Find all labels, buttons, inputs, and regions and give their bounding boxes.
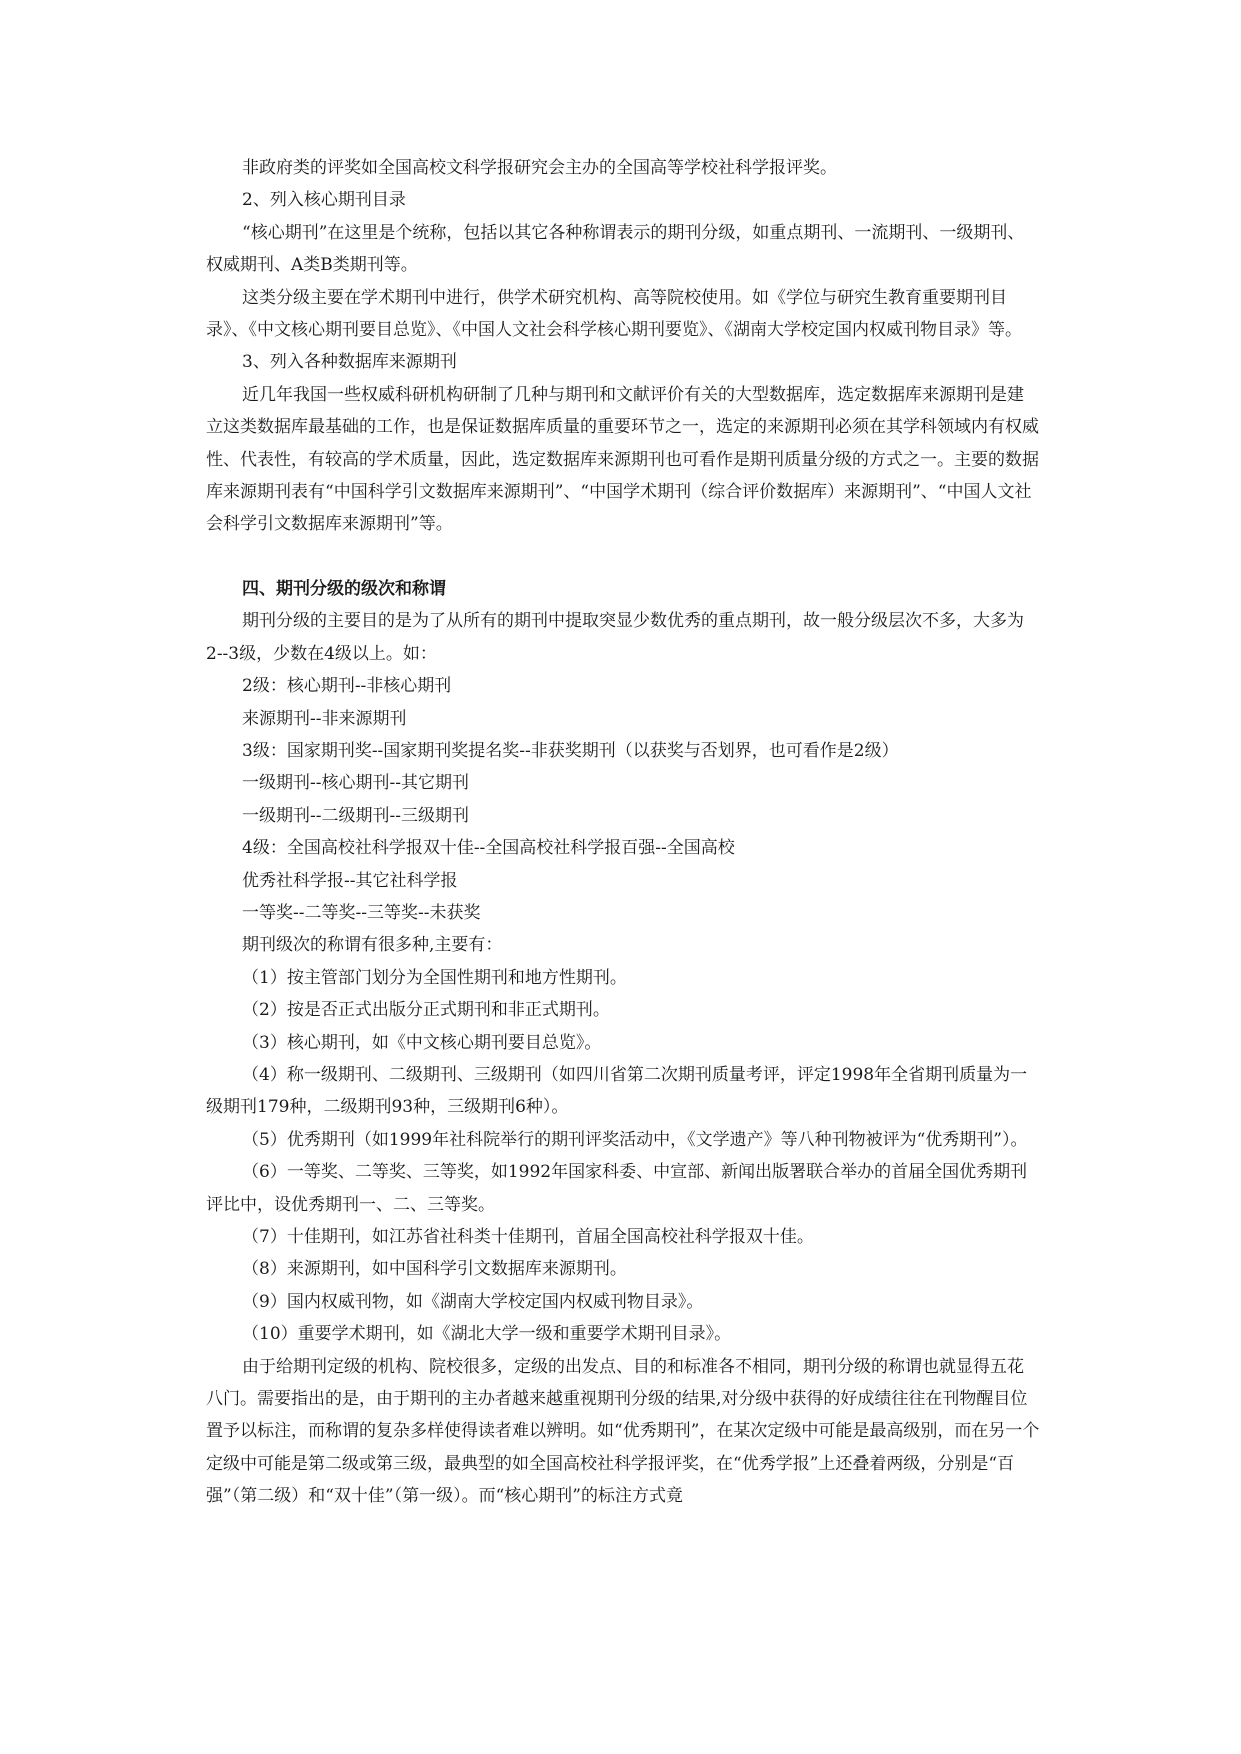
list-item: （4）称一级期刊、二级期刊、三级期刊（如四川省第二次期刊质量考评，评定1998年全省期刊质量为一级期刊179种，二级期刊93种，三级期刊6种）。 bbox=[206, 1064, 1028, 1118]
level-2-line: 2级：核心期刊--非核心期刊 bbox=[242, 676, 452, 697]
paragraph-grading-purpose: 期刊分级的主要目的是为了从所有的期刊中提取突显少数优秀的重点期刊，故一般分级层次不多，大多为2--3级，少数在4级以上。如： bbox=[206, 611, 1024, 664]
item-core-journals-title: 2、列入核心期刊目录 bbox=[242, 190, 406, 211]
level-3-line: 3级：国家期刊奖--国家期刊奖提名奖--非获奖期刊（以获奖与否划界，也可看作是2级） bbox=[242, 740, 899, 761]
titles-intro: 期刊级次的称谓有很多种,主要有： bbox=[242, 935, 503, 956]
list-item: （3）核心期刊，如《中文核心期刊要目总览》。 bbox=[242, 1032, 602, 1053]
list-item: （7）十佳期刊，如江苏省社科类十佳期刊，首届全国高校社科学报双十佳。 bbox=[242, 1227, 814, 1247]
level-4-line-c: 一等奖--二等奖--三等奖--未获奖 bbox=[242, 902, 481, 923]
level-4-line-b: 优秀社科学报--其它社科学报 bbox=[242, 870, 458, 891]
list-item: （8）来源期刊，如中国科学引文数据库来源期刊。 bbox=[242, 1259, 627, 1280]
list-item: （9）国内权威刊物，如《湖南大学校定国内权威刊物目录》。 bbox=[242, 1291, 704, 1312]
list-item: （5）优秀期刊（如1999年社科院举行的期刊评奖活动中，《文学遗产》等八种刊物被评为“优秀期刊”）。 bbox=[242, 1129, 1028, 1150]
list-item: （1）按主管部门划分为全国性期刊和地方性期刊。 bbox=[242, 967, 627, 988]
level-3-line-c: 一级期刊--二级期刊--三级期刊 bbox=[242, 805, 469, 826]
level-4-line: 4级：全国高校社科学报双十佳--全国高校社科学报百强--全国高校 bbox=[242, 838, 735, 859]
list-item: （2）按是否正式出版分正式期刊和非正式期刊。 bbox=[242, 1000, 610, 1021]
paragraph-database-sources: 近几年我国一些权威科研机构研制了几种与期刊和文献评价有关的大型数据库，选定数据库来源期刊是建立这类数据库最基础的工作，也是保证数据库质量的重要环节之一，选定的来源期刊必须在其学科领域内有权威性、代表性，有较高的学术质量，因此，选定数据库来源期刊也可看作是期刊质量分级的方式之一。主要的数据库来源期刊表有“中国科学引文数据库来源期刊”、“中国学术期刊（综合评价数据库）来源期刊”、“中国人文社会科学引文数据库来源期刊”等。 bbox=[206, 384, 1039, 535]
document-body bbox=[206, 152, 1040, 1513]
section-gap bbox=[206, 541, 1040, 573]
list-item: （10）重要学术期刊，如《湖北大学一级和重要学术期刊目录》。 bbox=[242, 1324, 732, 1345]
paragraph-nongov-awards: 非政府类的评奖如全国高校文科学报研究会主办的全国高等学校社科学报评奖。 bbox=[242, 158, 837, 178]
level-2-line-b: 来源期刊--非来源期刊 bbox=[242, 708, 407, 729]
paragraph-core-journals-def: “核心期刊”在这里是个统称，包括以其它各种称谓表示的期刊分级，如重点期刊、一流期刊、一级期刊、权威期刊、A类B类期刊等。 bbox=[206, 222, 1025, 276]
section-heading: 四、期刊分级的级次和称谓 bbox=[242, 578, 446, 599]
level-3-line-b: 一级期刊--核心期刊--其它期刊 bbox=[242, 773, 469, 794]
paragraph-conclusion: 由于给期刊定级的机构、院校很多，定级的出发点、目的和标准各不相同，期刊分级的称谓也就显得五花八门。需要指出的是，由于期刊的主办者越来越重视期刊分级的结果,对分级中获得的好成绩往往在刊物醒目位置予以标注，而称谓的复杂多样使得读者难以辨明。如“优秀期刊”，在某次定级中可能是最高级别，而在另一个定级中可能是第二级或第三级，最典型的如全国高校社科学报评奖，在“优秀学报”上还叠着两级，分别是“百强”（第二级）和“双十佳”（第一级）。而“核心期刊”的标注方式竟 bbox=[206, 1356, 1040, 1507]
paragraph-core-journals-usage: 这类分级主要在学术期刊中进行，供学术研究机构、高等院校使用。如《学位与研究生教育重要期刊目录》、《中文核心期刊要目总览》、《中国人文社会科学核心期刊要览》、《湖南大学校定国内权威刊物目录》等。 bbox=[206, 287, 1022, 341]
list-item: （6）一等奖、二等奖、三等奖，如1992年国家科委、中宣部、新闻出版署联合举办的首届全国优秀期刊评比中，设优秀期刊一、二、三等奖。 bbox=[206, 1162, 1028, 1215]
item-database-sources-title: 3、列入各种数据库来源期刊 bbox=[242, 352, 457, 373]
